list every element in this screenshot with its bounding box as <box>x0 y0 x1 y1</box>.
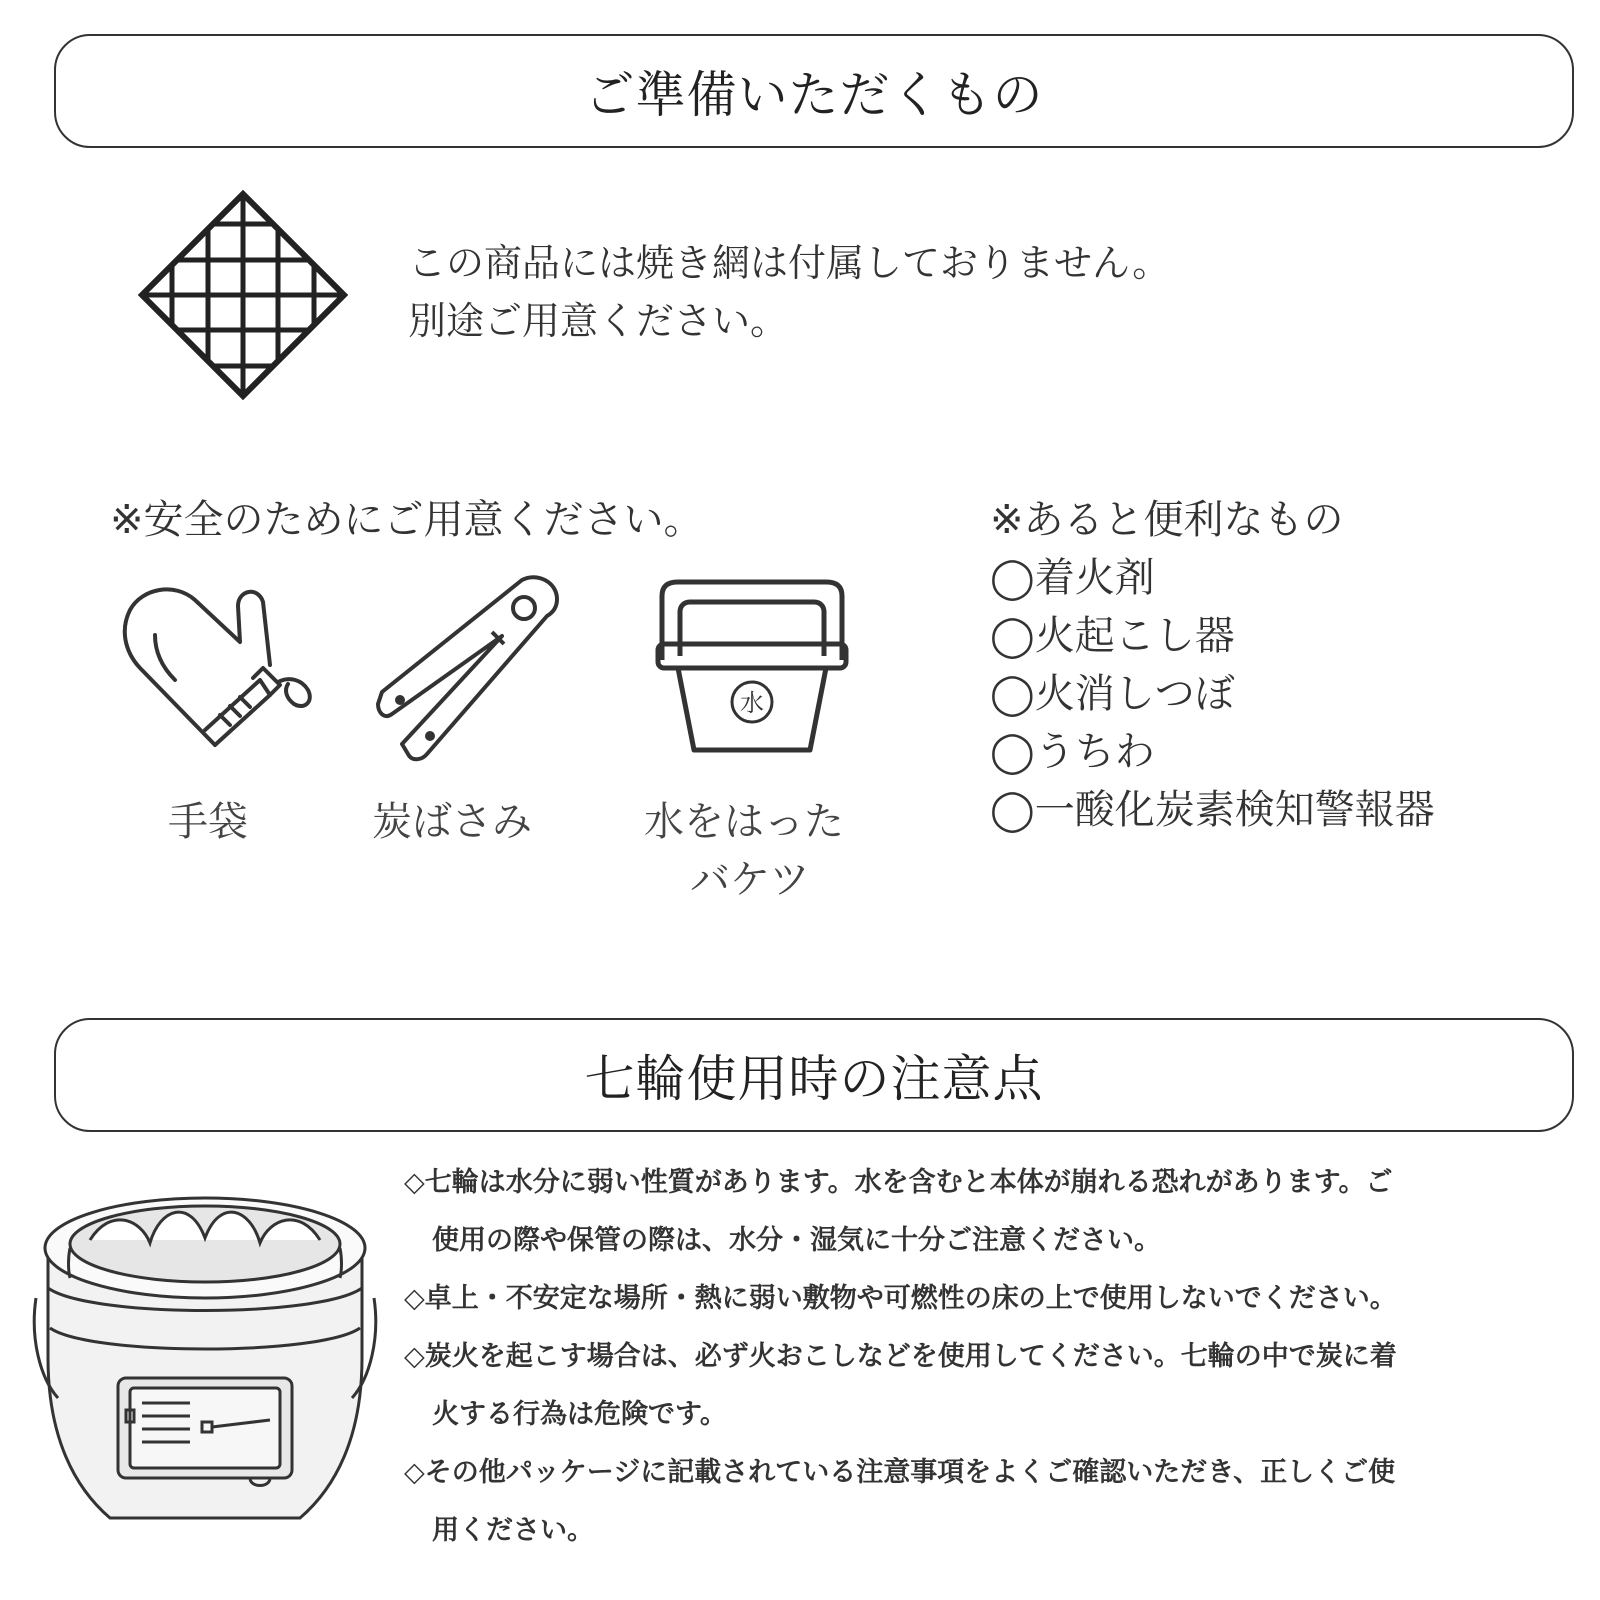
caution-note-1-line-1: ◇七輪は水分に弱い性質があります。水を含むと本体が崩れる恐れがあります。ご <box>404 1167 1393 1198</box>
caution-note-1-line-2: 使用の際や保管の際は、水分・湿気に十分ご注意ください。 <box>432 1225 1161 1256</box>
bucket-label-line-2: バケツ <box>690 857 810 903</box>
glove-label: 手袋 <box>168 799 248 845</box>
tongs-icon <box>372 574 572 764</box>
useful-item: ◯火起こし器 <box>990 613 1235 659</box>
caution-note-3-line-2: 火する行為は危険です。 <box>432 1399 727 1430</box>
section-title-text: 七輪使用時の注意点 <box>584 1050 1044 1108</box>
safety-heading: ※安全のためにご用意ください。 <box>110 497 704 543</box>
caution-note-4-line-1: ◇その他パッケージに記載されている注意事項をよくご確認いただき、正しくご使 <box>404 1457 1396 1488</box>
section-title-text: ご準備いただくもの <box>584 66 1044 124</box>
section-title-cautions <box>54 1018 1574 1132</box>
useful-item: ◯着火剤 <box>990 555 1155 601</box>
bucket-label-line-1: 水をはった <box>644 799 844 845</box>
useful-item: ◯一酸化炭素検知警報器 <box>990 787 1435 833</box>
caution-note-2-line-1: ◇卓上・不安定な場所・熱に弱い敷物や可燃性の床の上で使用しないでください。 <box>404 1283 1397 1314</box>
useful-heading: ※あると便利なもの <box>990 497 1344 543</box>
section-title-preparation <box>54 34 1574 148</box>
useful-item: ◯火消しつぼ <box>990 671 1235 717</box>
caution-note-3-line-1: ◇炭火を起こす場合は、必ず火おこしなどを使用してください。七輪の中で炭に着 <box>404 1341 1397 1372</box>
net-notice-line-1: この商品には焼き網は付属しておりません。 <box>408 241 1171 285</box>
bucket-icon <box>652 578 852 760</box>
bucket-badge: 水 <box>740 689 764 717</box>
tongs-label: 炭ばさみ <box>372 799 532 845</box>
useful-item: ◯うちわ <box>990 729 1155 775</box>
grill-net-icon <box>138 190 348 400</box>
caution-note-4-line-2: 用ください。 <box>432 1515 594 1546</box>
net-notice-line-2: 別途ご用意ください。 <box>408 299 789 343</box>
glove-icon <box>120 580 330 760</box>
shichirin-icon <box>30 1188 380 1538</box>
